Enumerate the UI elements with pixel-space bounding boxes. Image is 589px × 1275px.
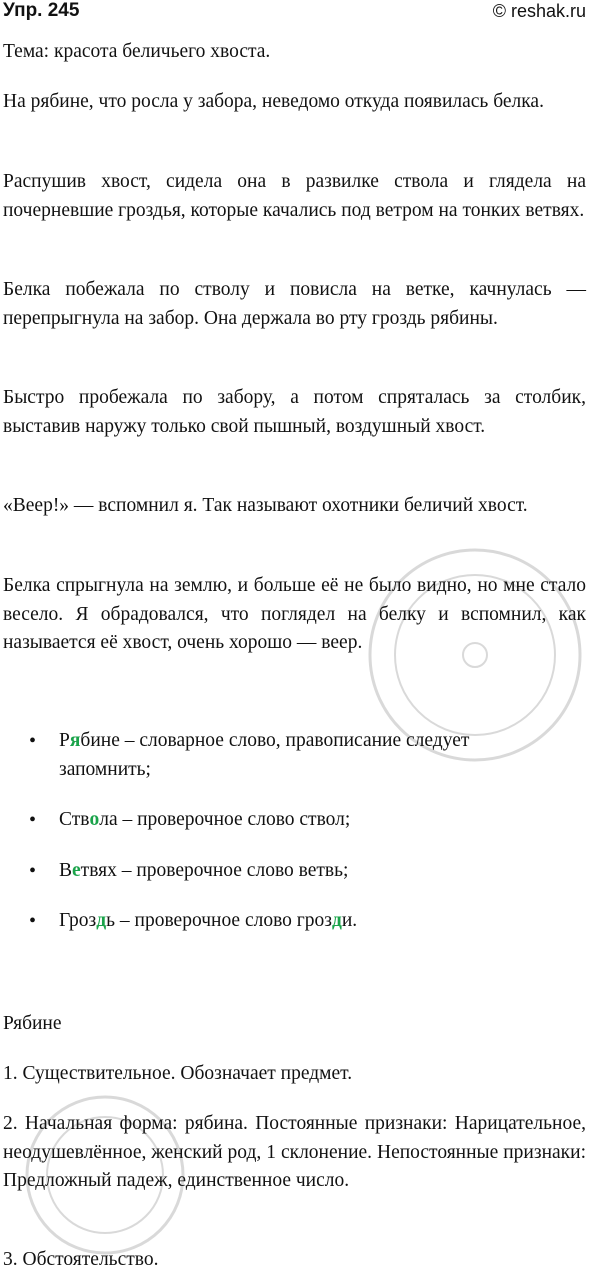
bullet-dot: • [29,730,37,752]
paragraph-2: Распушив хвост, сидела она в развилке ствола и глядела на почерневшие гроздья, которые качались под ветром на тонких ветвях. [3,171,586,221]
paragraph-6: Белка спрыгнула на землю, и больше её не было видно, но мне стало весело. Я обрадовался, что поглядел на белку и вспомнил, как называется её хвост, очень хорошо — веер. [3,575,586,653]
bullet-dot: • [29,859,37,882]
highlighted-letter: е [72,859,81,881]
paragraph-3: Белка побежала по стволу и повисла на ветке, качнулась — перепрыгнула на забор. Она держала во рту гроздь рябины. [3,279,586,329]
highlighted-letter: о [89,809,100,830]
highlighted-letter: д [332,910,342,931]
theme-line: Тема: красота беличьего хвоста. [3,41,271,62]
analysis-item-2: 2. Начальная форма: рябина. Постоянные признаки: Нарицательное, неодушевлённое, женский род, 1 склонение. Непостоянные признаки: Предложный падеж, единственное число. [3,1113,586,1191]
analysis-item-1: 1. Существительное. Обозначает предмет. [3,1063,353,1084]
analysis-word: Рябине [3,1013,62,1034]
exercise-title: Упр. 245 [3,0,80,21]
paragraph-4: Быстро пробежала по забору, а потом спряталась за столбик, выставив наружу только свой пышный, воздушный хвост. [3,387,586,437]
paragraph-5: «Веер!» — вспомнил я. Так называют охотники беличий хвост. [3,495,528,516]
bullet-dot: • [29,809,37,831]
site-credit: © reshak.ru [492,1,586,21]
spelling-list [0,727,589,958]
highlighted-letter: я [69,730,81,751]
list-item: • Рябине – словарное слово, правописание следует запомнить; [0,727,559,784]
list-item: • Гроздь – проверочное слово грозди. [0,907,559,936]
paragraph-1: На рябине, что росла у забора, неведомо откуда появилась белка. [3,91,544,112]
highlighted-letter: д [96,910,107,931]
header [0,0,589,24]
analysis-item-3: 3. Обстоятельство. [3,1249,159,1270]
bullet-dot: • [29,910,37,932]
list-item: • Ветвях – проверочное слово ветвь; [0,857,559,886]
list-item: • Ствола – проверочное слово ствол; [0,806,559,835]
